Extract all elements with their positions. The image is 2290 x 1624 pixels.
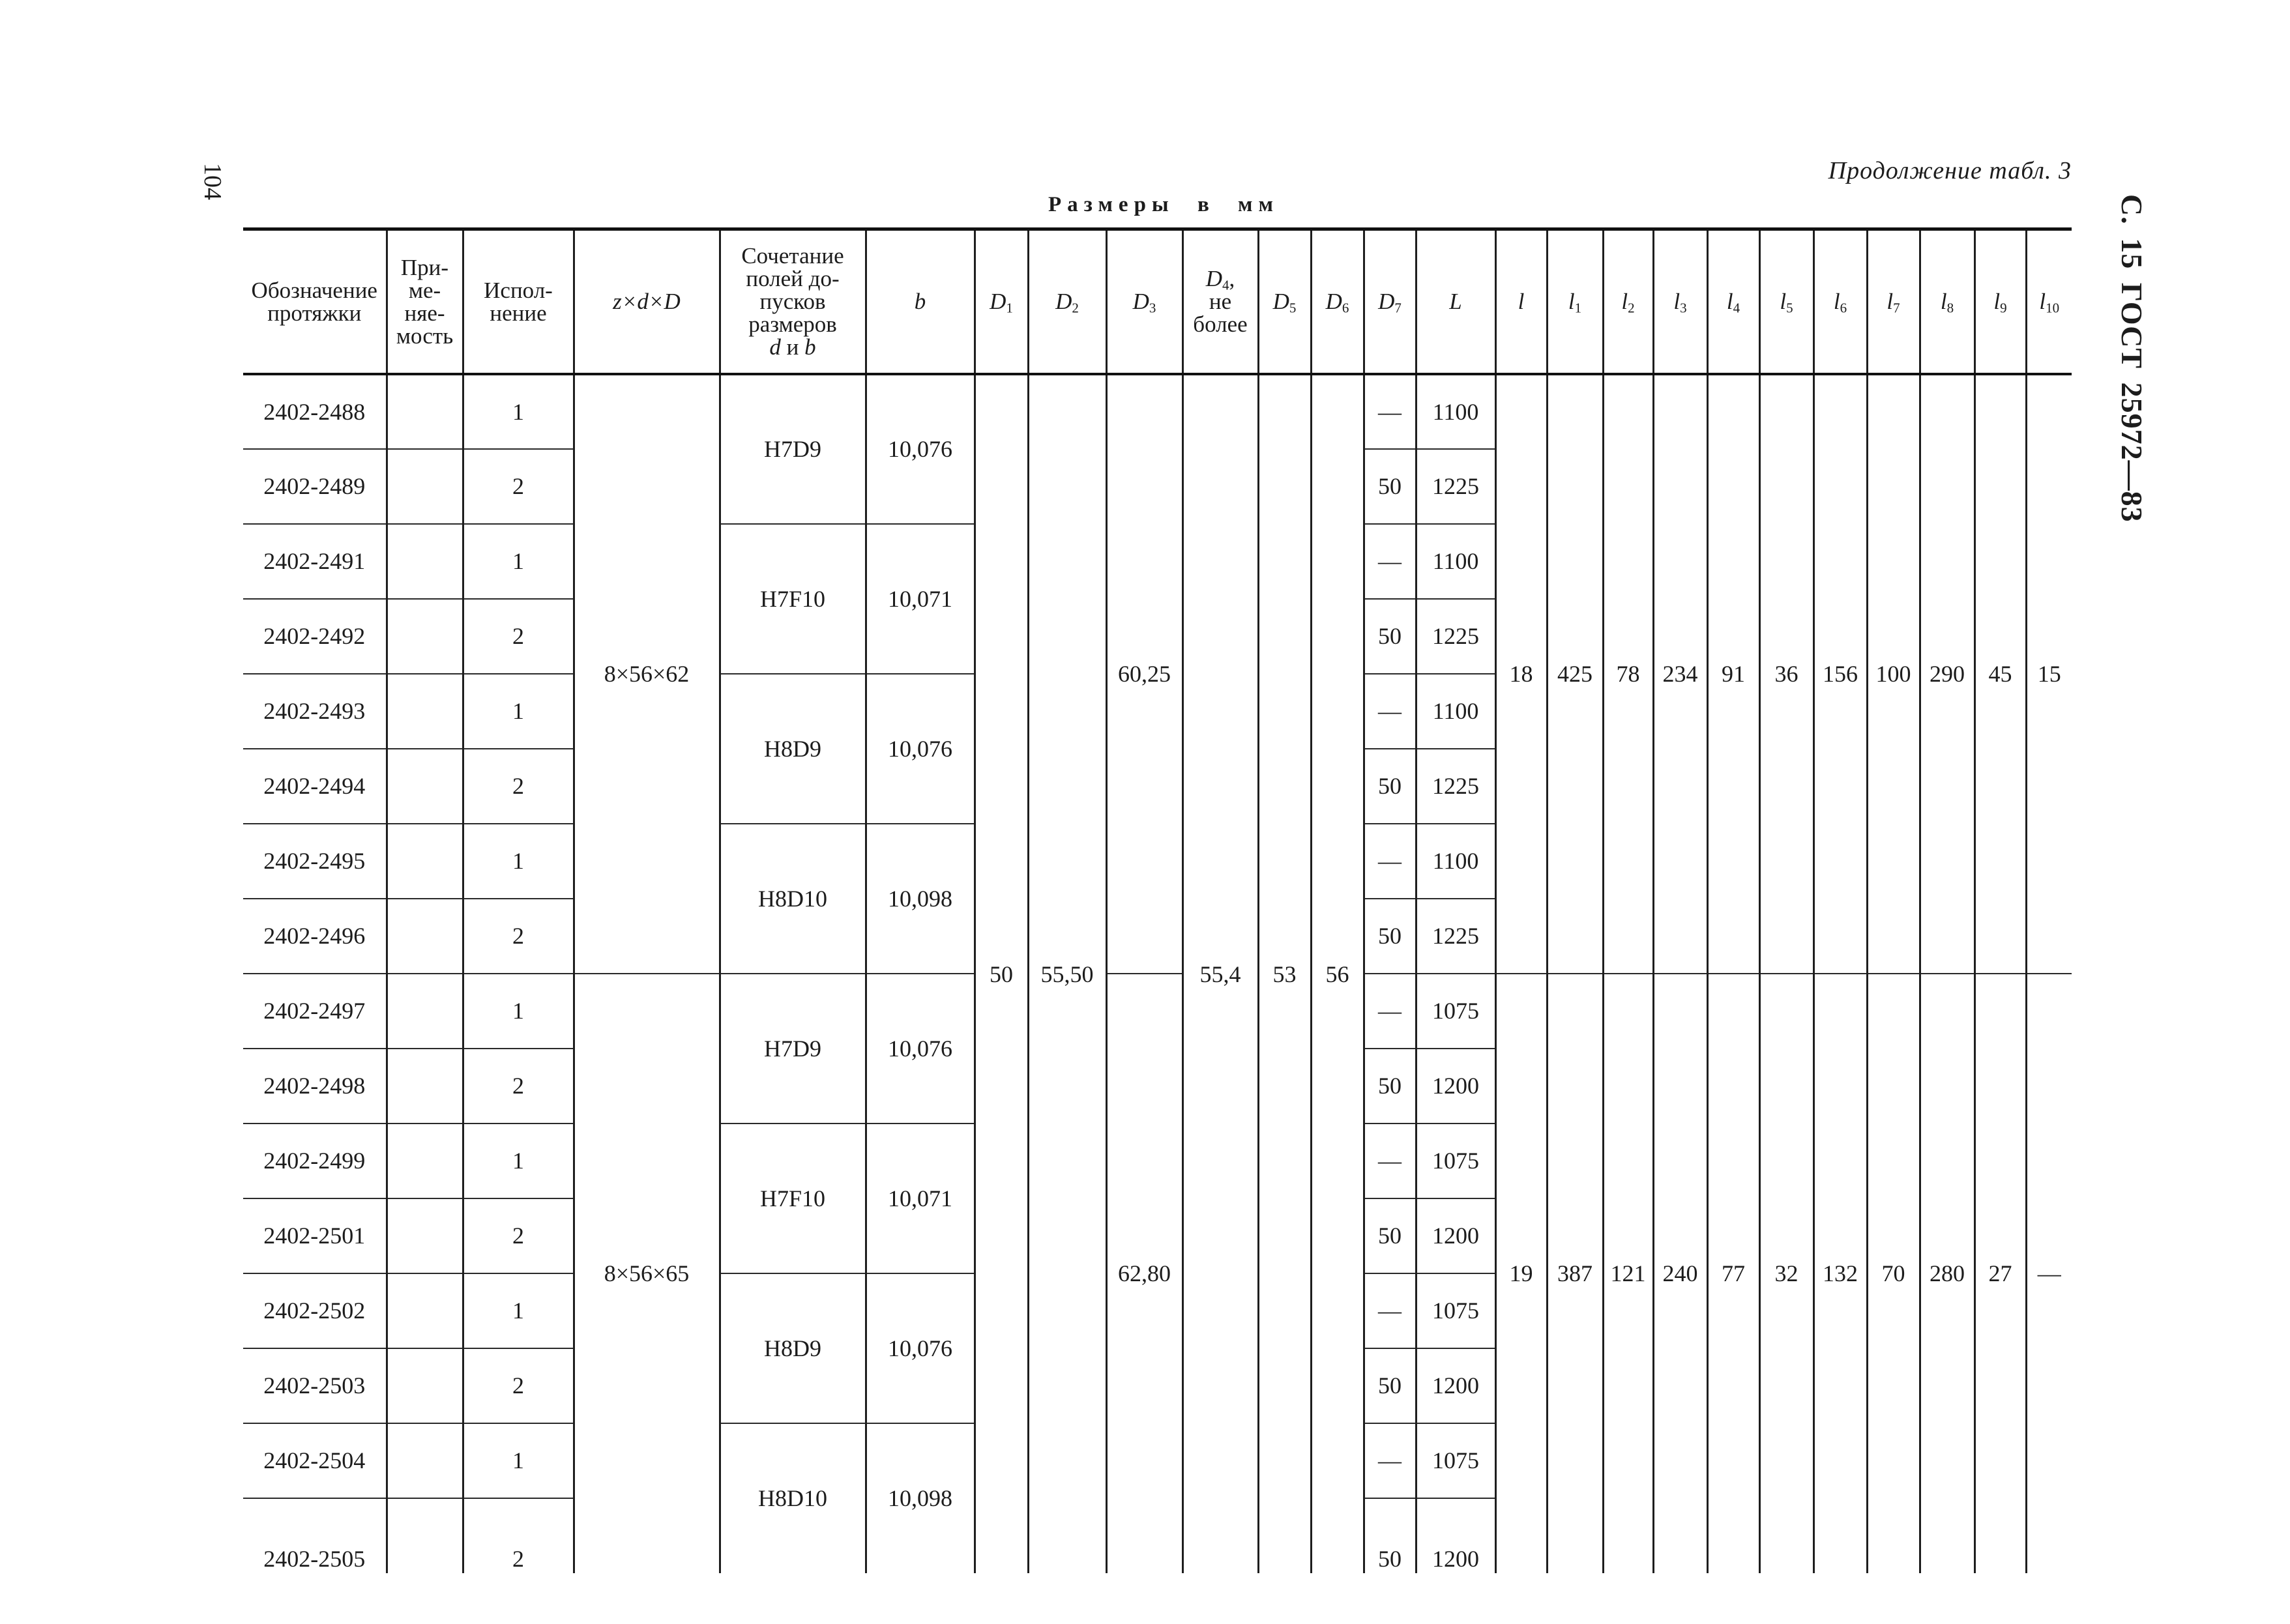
- cell-designation: 2402-2491: [243, 524, 387, 599]
- cell-length-total: 1100: [1416, 524, 1495, 599]
- cell-designation: 2402-2503: [243, 1348, 387, 1423]
- cell-version: 1: [463, 524, 574, 599]
- cell-version: 1: [463, 1124, 574, 1198]
- cell-b: 10,076: [866, 1273, 975, 1423]
- header-l3-symbol: l: [1673, 289, 1681, 315]
- header-l2: [1603, 229, 1653, 374]
- cell-d7: —: [1364, 374, 1416, 449]
- cell-applicability: [387, 599, 463, 674]
- cell-length-total: 1200: [1416, 1348, 1495, 1423]
- header-l10-index: 10: [2046, 300, 2060, 316]
- header-d3: [1106, 229, 1182, 374]
- cell-applicability: [387, 1348, 463, 1423]
- cell-l7: 100: [1867, 374, 1920, 974]
- table-row: [243, 974, 2072, 1049]
- header-l2-index: 2: [1628, 300, 1635, 316]
- cell-length-total: 1075: [1416, 1273, 1495, 1348]
- header-l1-index: 1: [1574, 300, 1582, 316]
- cell-tolerance-fit: H7F10: [720, 1124, 866, 1273]
- cell-designation: 2402-2498: [243, 1049, 387, 1124]
- table-row: [243, 374, 2072, 449]
- cell-designation: 2402-2492: [243, 599, 387, 674]
- header-l7-symbol: l: [1886, 289, 1894, 315]
- cell-tolerance-fit: H7D9: [720, 974, 866, 1124]
- header-l6-index: 6: [1840, 300, 1847, 316]
- header-l4-index: 4: [1733, 300, 1740, 316]
- cell-l2: 121: [1603, 974, 1653, 1573]
- header-d4-note: , не более: [1193, 266, 1248, 338]
- header-zdD: z×d×D: [574, 229, 720, 374]
- header-tolerance-vars: [721, 336, 865, 358]
- cell-l1: 425: [1547, 374, 1603, 974]
- header-l: l: [1495, 229, 1547, 374]
- cell-l3: 234: [1653, 374, 1707, 974]
- cell-length-total: 1075: [1416, 1423, 1495, 1498]
- header-l8-index: 8: [1946, 300, 1954, 316]
- header-l9-symbol: l: [1993, 289, 2001, 315]
- cell-b: 10,098: [866, 824, 975, 974]
- header-d6: [1311, 229, 1364, 374]
- header-l6: [1813, 229, 1867, 374]
- cell-applicability: [387, 1273, 463, 1348]
- cell-d7: —: [1364, 1423, 1416, 1498]
- cell-version: 2: [463, 449, 574, 524]
- header-d6-index: 6: [1342, 300, 1349, 316]
- cell-d7: —: [1364, 1124, 1416, 1198]
- cell-tolerance-fit: H8D9: [720, 674, 866, 824]
- header-d4: [1182, 229, 1258, 374]
- cell-d6: 56: [1311, 374, 1364, 1573]
- cell-designation: 2402-2496: [243, 899, 387, 974]
- cell-l10: 15: [2026, 374, 2072, 974]
- cell-version: 2: [463, 899, 574, 974]
- header-l4: [1707, 229, 1759, 374]
- cell-version: 2: [463, 1198, 574, 1273]
- cell-applicability: [387, 1423, 463, 1498]
- header-tolerance: [720, 229, 866, 374]
- cell-l7: 70: [1867, 974, 1920, 1573]
- cell-l10: —: [2026, 974, 2072, 1573]
- header-d4-symbol: D: [1205, 266, 1223, 292]
- cell-applicability: [387, 824, 463, 899]
- cell-l: 18: [1495, 374, 1547, 974]
- header-d7-index: 7: [1394, 300, 1402, 316]
- header-d7-symbol: D: [1378, 289, 1395, 315]
- cell-applicability: [387, 674, 463, 749]
- cell-zdD: 8×56×65: [574, 974, 720, 1573]
- cell-designation: 2402-2502: [243, 1273, 387, 1348]
- cell-designation: 2402-2497: [243, 974, 387, 1049]
- cell-d7: 50: [1364, 1198, 1416, 1273]
- cell-applicability: [387, 524, 463, 599]
- header-l8: [1920, 229, 1974, 374]
- cell-applicability: [387, 449, 463, 524]
- cell-d7: —: [1364, 974, 1416, 1049]
- header-l1-symbol: l: [1568, 289, 1575, 315]
- cell-tolerance-fit: H8D10: [720, 1423, 866, 1573]
- header-d3-symbol: D: [1132, 289, 1149, 315]
- cell-d4: 55,4: [1182, 374, 1258, 1573]
- cell-b: 10,076: [866, 674, 975, 824]
- cell-version: 2: [463, 749, 574, 824]
- cell-l1: 387: [1547, 974, 1603, 1573]
- cell-l3: 240: [1653, 974, 1707, 1573]
- cell-version: 1: [463, 1273, 574, 1348]
- cell-tolerance-fit: H7D9: [720, 374, 866, 524]
- cell-length-total: 1225: [1416, 899, 1495, 974]
- cell-version: 1: [463, 674, 574, 749]
- cell-tolerance-fit: H8D9: [720, 1273, 866, 1423]
- cell-length-total: 1225: [1416, 599, 1495, 674]
- cell-d7: 50: [1364, 599, 1416, 674]
- cell-d7: —: [1364, 524, 1416, 599]
- cell-applicability: [387, 374, 463, 449]
- header-l2-symbol: l: [1621, 289, 1628, 315]
- cell-l6: 156: [1813, 374, 1867, 974]
- cell-length-total: 1200: [1416, 1498, 1495, 1573]
- dimensions-table: [243, 227, 2072, 1573]
- cell-l8: 290: [1920, 374, 1974, 974]
- header-tolerance-d: d: [769, 334, 781, 360]
- cell-designation: 2402-2494: [243, 749, 387, 824]
- header-l4-symbol: l: [1726, 289, 1733, 315]
- cell-d7: 50: [1364, 749, 1416, 824]
- cell-length-total: 1200: [1416, 1198, 1495, 1273]
- cell-d7: 50: [1364, 899, 1416, 974]
- header-l7: [1867, 229, 1920, 374]
- cell-tolerance-fit: H8D10: [720, 824, 866, 974]
- header-b: b: [866, 229, 975, 374]
- cell-l4: 91: [1707, 374, 1759, 974]
- cell-length-total: 1100: [1416, 674, 1495, 749]
- cell-d7: —: [1364, 674, 1416, 749]
- cell-version: 1: [463, 974, 574, 1049]
- cell-d1: 50: [975, 374, 1028, 1573]
- header-version: Испол- нение: [463, 229, 574, 374]
- cell-l5: 36: [1759, 374, 1813, 974]
- cell-designation: 2402-2488: [243, 374, 387, 449]
- cell-applicability: [387, 1049, 463, 1124]
- cell-designation: 2402-2499: [243, 1124, 387, 1198]
- cell-b: 10,071: [866, 1124, 975, 1273]
- header-d2-index: 2: [1072, 300, 1079, 316]
- cell-d7: 50: [1364, 1498, 1416, 1573]
- cell-tolerance-fit: H7F10: [720, 524, 866, 674]
- header-l6-symbol: l: [1833, 289, 1840, 315]
- cell-l2: 78: [1603, 374, 1653, 974]
- cell-l5: 32: [1759, 974, 1813, 1573]
- cell-l: 19: [1495, 974, 1547, 1573]
- header-l10-symbol: l: [2039, 289, 2046, 315]
- cell-d7: —: [1364, 824, 1416, 899]
- cell-applicability: [387, 974, 463, 1049]
- header-d4-index: 4: [1222, 277, 1229, 293]
- cell-l8: 280: [1920, 974, 1974, 1573]
- header-designation: Обозначение протяжки: [243, 229, 387, 374]
- cell-version: 1: [463, 824, 574, 899]
- cell-version: 2: [463, 1348, 574, 1423]
- cell-d2: 55,50: [1028, 374, 1106, 1573]
- header-l5-index: 5: [1786, 300, 1793, 316]
- header-d2-symbol: D: [1055, 289, 1072, 315]
- cell-designation: 2402-2495: [243, 824, 387, 899]
- cell-applicability: [387, 899, 463, 974]
- cell-designation: 2402-2505: [243, 1498, 387, 1573]
- header-d1-symbol: D: [990, 289, 1006, 315]
- header-d1: [975, 229, 1028, 374]
- cell-d3: 62,80: [1106, 974, 1182, 1573]
- header-length-total: L: [1416, 229, 1495, 374]
- cell-length-total: 1225: [1416, 449, 1495, 524]
- table-continuation-label: Продолжение табл. 3: [1828, 157, 2072, 184]
- cell-b: 10,076: [866, 374, 975, 524]
- cell-d5: 53: [1258, 374, 1311, 1573]
- cell-l9: 27: [1974, 974, 2026, 1573]
- cell-length-total: 1200: [1416, 1049, 1495, 1124]
- table-header-row: [243, 229, 2072, 374]
- header-l3: [1653, 229, 1707, 374]
- cell-d7: 50: [1364, 1049, 1416, 1124]
- header-d5-index: 5: [1289, 300, 1297, 316]
- header-d5-symbol: D: [1272, 289, 1289, 315]
- header-l9-index: 9: [2000, 300, 2007, 316]
- header-d3-index: 3: [1149, 300, 1156, 316]
- header-tolerance-label: Сочетание полей до- пусков размеров: [741, 243, 844, 338]
- cell-designation: 2402-2493: [243, 674, 387, 749]
- header-l1: [1547, 229, 1603, 374]
- cell-version: 2: [463, 599, 574, 674]
- header-tolerance-b: b: [804, 334, 816, 360]
- cell-version: 1: [463, 1423, 574, 1498]
- header-l7-index: 7: [1893, 300, 1900, 316]
- cell-applicability: [387, 1498, 463, 1573]
- header-l5: [1759, 229, 1813, 374]
- cell-version: 2: [463, 1049, 574, 1124]
- header-d6-symbol: D: [1325, 289, 1342, 315]
- header-l8-symbol: l: [1940, 289, 1947, 315]
- cell-b: 10,071: [866, 524, 975, 674]
- cell-length-total: 1075: [1416, 974, 1495, 1049]
- header-l5-symbol: l: [1780, 289, 1787, 315]
- cell-length-total: 1075: [1416, 1124, 1495, 1198]
- header-d7: [1364, 229, 1416, 374]
- cell-d7: 50: [1364, 1348, 1416, 1423]
- cell-l9: 45: [1974, 374, 2026, 974]
- cell-b: 10,098: [866, 1423, 975, 1573]
- header-l3-index: 3: [1680, 300, 1687, 316]
- header-applicability: При- ме- няе- мость: [387, 229, 463, 374]
- cell-length-total: 1100: [1416, 374, 1495, 449]
- cell-l6: 132: [1813, 974, 1867, 1573]
- running-header: С. 15 ГОСТ 25972—83: [2115, 194, 2149, 523]
- cell-d7: 50: [1364, 449, 1416, 524]
- header-d2: [1028, 229, 1106, 374]
- units-caption: Размеры в мм: [1048, 193, 1279, 216]
- page-number: 104: [199, 163, 226, 200]
- header-l9: [1974, 229, 2026, 374]
- cell-designation: 2402-2501: [243, 1198, 387, 1273]
- cell-applicability: [387, 749, 463, 824]
- header-l10: [2026, 229, 2072, 374]
- cell-b: 10,076: [866, 974, 975, 1124]
- cell-length-total: 1100: [1416, 824, 1495, 899]
- header-d5: [1258, 229, 1311, 374]
- cell-applicability: [387, 1124, 463, 1198]
- cell-length-total: 1225: [1416, 749, 1495, 824]
- header-tolerance-and: и: [786, 334, 799, 360]
- cell-version: 1: [463, 374, 574, 449]
- cell-designation: 2402-2489: [243, 449, 387, 524]
- cell-zdD: 8×56×62: [574, 374, 720, 974]
- cell-l4: 77: [1707, 974, 1759, 1573]
- cell-version: 2: [463, 1498, 574, 1573]
- cell-d7: —: [1364, 1273, 1416, 1348]
- cell-designation: 2402-2504: [243, 1423, 387, 1498]
- cell-applicability: [387, 1198, 463, 1273]
- header-d1-index: 1: [1006, 300, 1013, 316]
- cell-d3: 60,25: [1106, 374, 1182, 974]
